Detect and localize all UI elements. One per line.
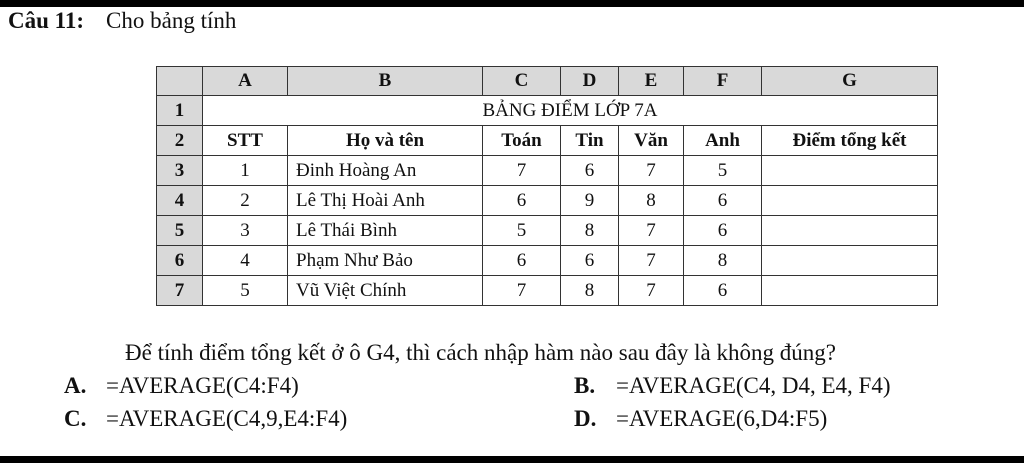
corner-cell[interactable] [157, 67, 203, 96]
question-heading [8, 8, 236, 34]
cell-c6[interactable]: 6 [483, 246, 561, 276]
spreadsheet-table [156, 66, 938, 306]
question-text: Cho bảng tính [106, 8, 237, 33]
header-cell-final-score[interactable]: Điểm tổng kết [762, 126, 938, 156]
column-header-b[interactable]: B [288, 67, 483, 96]
cell-b4[interactable]: Lê Thị Hoài Anh [288, 186, 483, 216]
cell-g4[interactable] [762, 186, 938, 216]
cell-a3[interactable]: 1 [203, 156, 288, 186]
option-c[interactable] [64, 406, 347, 432]
sheet-row-7 [157, 276, 938, 306]
sheet-row-1 [157, 96, 938, 126]
cell-c7[interactable]: 7 [483, 276, 561, 306]
row-header-3[interactable]: 3 [157, 156, 203, 186]
cell-e4[interactable]: 8 [619, 186, 684, 216]
cell-a5[interactable]: 3 [203, 216, 288, 246]
option-a[interactable] [64, 373, 299, 399]
option-a-text: =AVERAGE(C4:F4) [106, 373, 299, 398]
cell-e5[interactable]: 7 [619, 216, 684, 246]
cell-f3[interactable]: 5 [684, 156, 762, 186]
cell-g3[interactable] [762, 156, 938, 186]
cell-b5[interactable]: Lê Thái Bình [288, 216, 483, 246]
cell-a4[interactable]: 2 [203, 186, 288, 216]
column-header-a[interactable]: A [203, 67, 288, 96]
cell-f5[interactable]: 6 [684, 216, 762, 246]
cell-f6[interactable]: 8 [684, 246, 762, 276]
question-number: Câu 11: [8, 8, 85, 33]
column-header-d[interactable]: D [561, 67, 619, 96]
option-a-letter: A. [64, 373, 87, 398]
column-header-e[interactable]: E [619, 67, 684, 96]
cell-a7[interactable]: 5 [203, 276, 288, 306]
row-header-4[interactable]: 4 [157, 186, 203, 216]
option-c-letter: C. [64, 406, 87, 431]
cell-c4[interactable]: 6 [483, 186, 561, 216]
sheet-row-3 [157, 156, 938, 186]
cell-g6[interactable] [762, 246, 938, 276]
question-prompt: Để tính điểm tổng kết ở ô G4, thì cách nhập hàm nào sau đây là không đúng? [125, 340, 836, 365]
header-cell-it[interactable]: Tin [561, 126, 619, 156]
header-cell-literature[interactable]: Văn [619, 126, 684, 156]
cell-d5[interactable]: 8 [561, 216, 619, 246]
cell-g5[interactable] [762, 216, 938, 246]
cell-d6[interactable]: 6 [561, 246, 619, 276]
cell-d4[interactable]: 9 [561, 186, 619, 216]
cell-b7[interactable]: Vũ Việt Chính [288, 276, 483, 306]
row-header-6[interactable]: 6 [157, 246, 203, 276]
option-b-letter: B. [574, 373, 596, 398]
cell-c5[interactable]: 5 [483, 216, 561, 246]
header-cell-math[interactable]: Toán [483, 126, 561, 156]
option-c-text: =AVERAGE(C4,9,E4:F4) [106, 406, 348, 431]
row-header-1[interactable]: 1 [157, 96, 203, 126]
cell-b3[interactable]: Đinh Hoàng An [288, 156, 483, 186]
option-b[interactable] [574, 373, 891, 399]
cell-e7[interactable]: 7 [619, 276, 684, 306]
column-header-f[interactable]: F [684, 67, 762, 96]
header-cell-name[interactable]: Họ và tên [288, 126, 483, 156]
column-header-g[interactable]: G [762, 67, 938, 96]
option-d-text: =AVERAGE(6,D4:F5) [616, 406, 828, 431]
cell-c3[interactable]: 7 [483, 156, 561, 186]
cell-a6[interactable]: 4 [203, 246, 288, 276]
row-header-5[interactable]: 5 [157, 216, 203, 246]
cell-e6[interactable]: 7 [619, 246, 684, 276]
cell-d3[interactable]: 6 [561, 156, 619, 186]
option-b-text: =AVERAGE(C4, D4, E4, F4) [616, 373, 891, 398]
cell-f7[interactable]: 6 [684, 276, 762, 306]
cell-f4[interactable]: 6 [684, 186, 762, 216]
column-header-c[interactable]: C [483, 67, 561, 96]
row-header-2[interactable]: 2 [157, 126, 203, 156]
header-cell-english[interactable]: Anh [684, 126, 762, 156]
sheet-row-2 [157, 126, 938, 156]
sheet-row-5 [157, 216, 938, 246]
option-d[interactable] [574, 406, 827, 432]
header-cell-stt[interactable]: STT [203, 126, 288, 156]
bottom-border [0, 456, 1024, 463]
column-header-row [157, 67, 938, 96]
top-border [0, 0, 1024, 7]
cell-g7[interactable] [762, 276, 938, 306]
sheet-row-6 [157, 246, 938, 276]
row-header-7[interactable]: 7 [157, 276, 203, 306]
option-d-letter: D. [574, 406, 597, 431]
cell-b6[interactable]: Phạm Như Bảo [288, 246, 483, 276]
table-title-cell[interactable]: BẢNG ĐIỂM LỚP 7A [203, 96, 938, 126]
cell-d7[interactable]: 8 [561, 276, 619, 306]
sheet-row-4 [157, 186, 938, 216]
cell-e3[interactable]: 7 [619, 156, 684, 186]
